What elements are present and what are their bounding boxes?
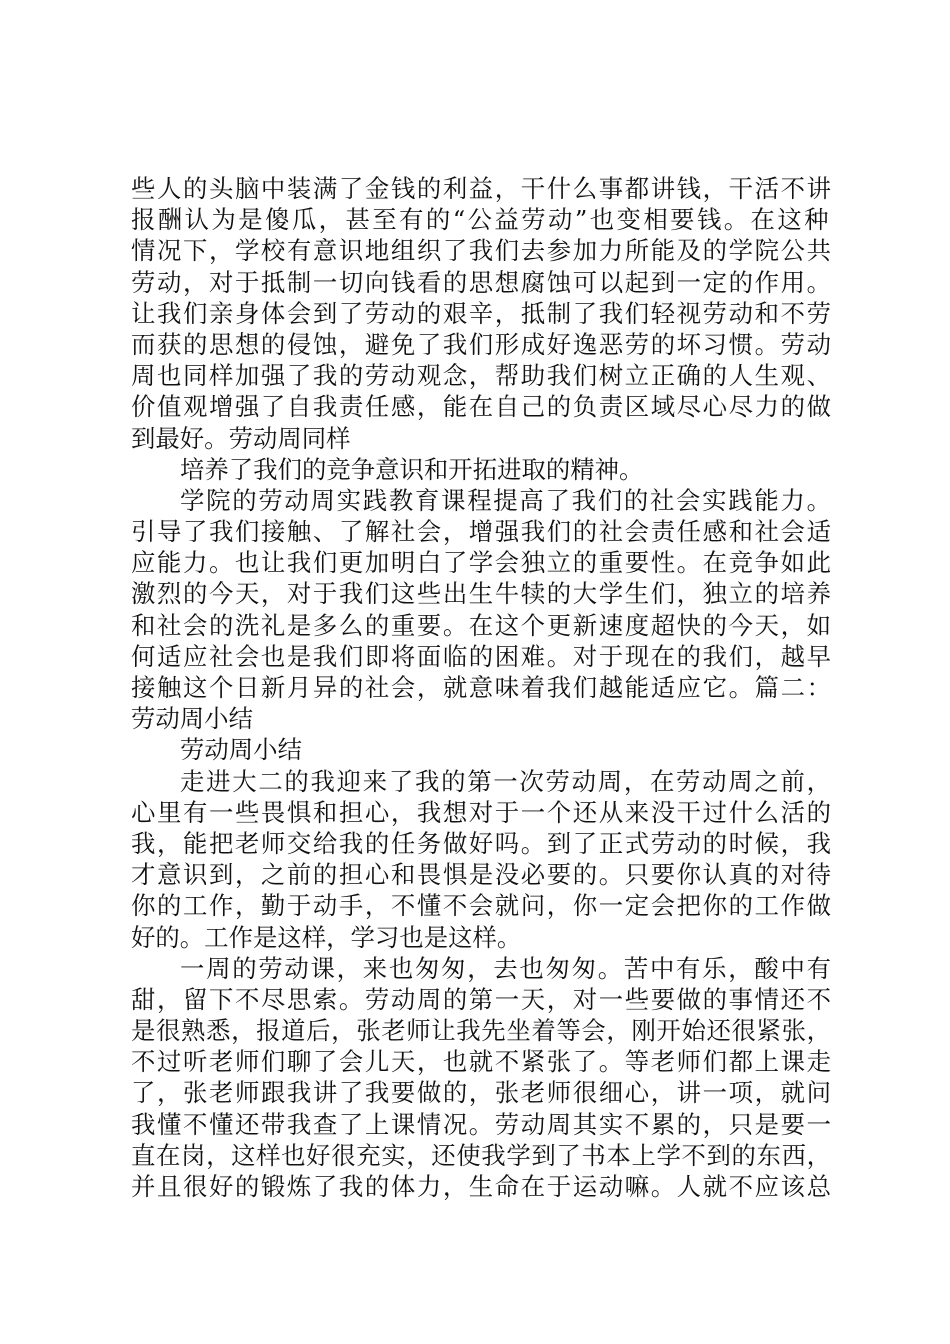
- text-line: 不过听老师们聊了会儿天，也就不紧张了。等老师们都上课走: [131, 1047, 833, 1077]
- text-line: 并且很好的锻炼了我的体力，生命在于运动嘛。人就不应该总: [131, 1172, 833, 1201]
- text-line: 劳动，对于抵制一切向钱看的思想腐蚀可以起到一定的作用。: [131, 267, 833, 297]
- text-line: 报酬认为是傻瓜，甚至有的“公益劳动”也变相要钱。在这种: [131, 205, 831, 235]
- text-line: 接触这个日新月异的社会，就意味着我们越能适应它。篇二：: [131, 673, 833, 702]
- text-line: 劳动周小结: [180, 735, 302, 765]
- text-line: 劳动周小结: [131, 704, 253, 734]
- text-line: 到最好。劳动周同样: [131, 423, 351, 453]
- text-line: 了，张老师跟我讲了我要做的，张老师很细心，讲一项，就问: [131, 1078, 833, 1108]
- text-line: 让我们亲身体会到了劳动的艰辛，抵制了我们轻视劳动和不劳: [131, 298, 833, 328]
- document-body: [131, 173, 831, 1202]
- text-line: 心里有一些畏惧和担心，我想对于一个还从来没干过什么活的: [131, 797, 833, 827]
- text-line: 甜，留下不尽思索。劳动周的第一天，对一些要做的事情还不: [131, 984, 833, 1014]
- text-line: 学院的劳动周实践教育课程提高了我们的社会实践能力。: [180, 485, 833, 515]
- text-line: 才意识到，之前的担心和畏惧是没必要的。只要你认真的对待: [131, 860, 833, 890]
- text-line: 价值观增强了自我责任感，能在自己的负责区域尽心尽力的做: [131, 392, 833, 422]
- text-line: 走进大二的我迎来了我的第一次劳动周，在劳动周之前，: [180, 766, 833, 796]
- text-line: 情况下，学校有意识地组织了我们去参加力所能及的学院公共: [131, 236, 833, 266]
- text-line: 激烈的今天，对于我们这些出生牛犊的大学生们，独立的培养: [131, 579, 833, 609]
- text-line: 培养了我们的竞争意识和开拓进取的精神。: [180, 454, 644, 484]
- text-line: 而获的思想的侵蚀，避免了我们形成好逸恶劳的坏习惯。劳动: [131, 329, 833, 359]
- text-line: 直在岗，这样也好很充实，还使我学到了书本上学不到的东西，: [131, 1140, 832, 1170]
- text-line: 引导了我们接触、了解社会，增强我们的社会责任感和社会适: [131, 517, 833, 547]
- text-line: 你的工作，勤于动手，不懂不会就问，你一定会把你的工作做: [131, 891, 833, 921]
- text-line: 周也同样加强了我的劳动观念，帮助我们树立正确的人生观、: [131, 361, 833, 391]
- text-line: 些人的头脑中装满了金钱的利益，干什么事都讲钱，干活不讲: [131, 174, 833, 203]
- text-line: 我，能把老师交给我的任务做好吗。到了正式劳动的时候，我: [131, 828, 833, 858]
- text-line: 应能力。也让我们更加明白了学会独立的重要性。在竞争如此: [131, 548, 833, 578]
- text-line: 是很熟悉，报道后，张老师让我先坐着等会，刚开始还很紧张，: [131, 1016, 832, 1046]
- text-line: 好的。工作是这样，学习也是这样。: [131, 922, 522, 952]
- text-line: 我懂不懂还带我查了上课情况。劳动周其实不累的，只是要一: [131, 1109, 833, 1139]
- text-line: 和社会的洗礼是多么的重要。在这个更新速度超快的今天，如: [131, 610, 833, 640]
- text-line: 一周的劳动课，来也匆匆，去也匆匆。苦中有乐，酸中有: [180, 953, 833, 983]
- text-line: 何适应社会也是我们即将面临的困难。对于现在的我们，越早: [131, 641, 833, 671]
